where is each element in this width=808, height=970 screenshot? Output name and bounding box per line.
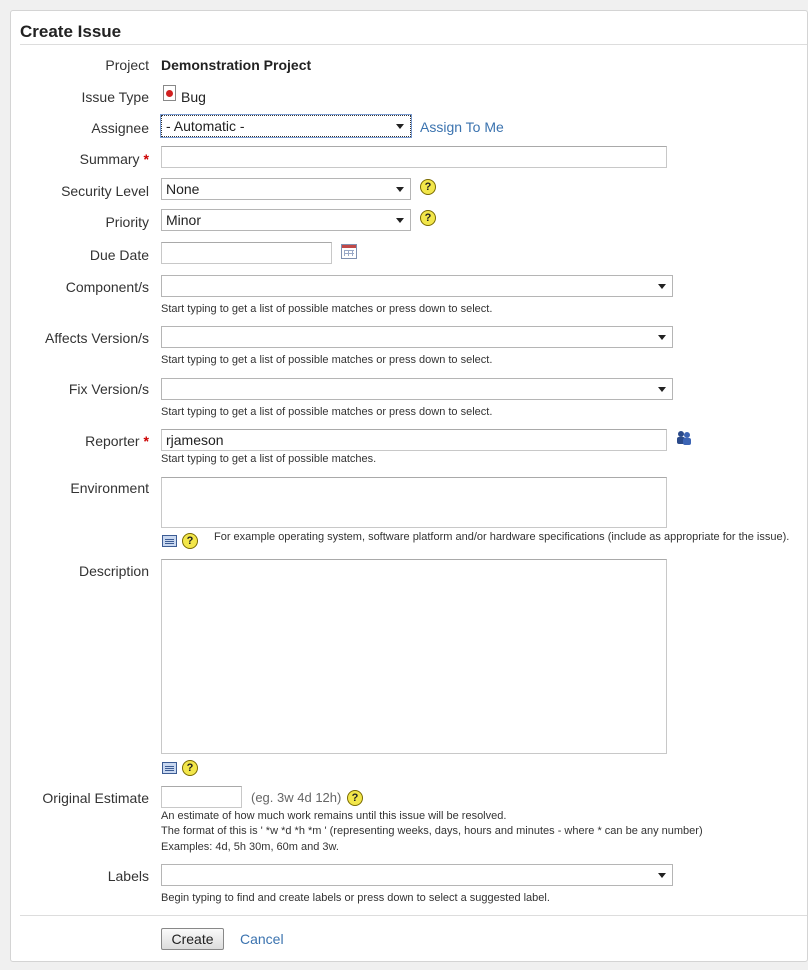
chevron-down-icon <box>658 387 666 392</box>
affects-versions-select[interactable] <box>161 326 673 348</box>
components-hint: Start typing to get a list of possible matches or press down to select. <box>161 303 493 315</box>
summary-label <box>80 151 149 167</box>
assignee-value: - Automatic - <box>166 118 245 134</box>
reporter-label-text: Reporter <box>85 433 140 449</box>
fix-versions-select[interactable] <box>161 378 673 400</box>
bug-icon <box>163 85 176 101</box>
reporter-hint: Start typing to get a list of possible matches. <box>161 453 377 465</box>
description-textarea[interactable] <box>161 559 667 754</box>
environment-label: Environment <box>70 480 149 496</box>
security-level-value: None <box>166 181 200 197</box>
calendar-icon[interactable] <box>341 244 357 259</box>
chevron-down-icon <box>658 335 666 340</box>
wiki-markup-icon[interactable] <box>162 762 177 774</box>
components-label: Component/s <box>65 279 149 295</box>
help-icon[interactable]: ? <box>182 533 198 549</box>
security-level-select[interactable] <box>161 178 411 200</box>
user-picker-icon[interactable] <box>676 430 692 446</box>
priority-select[interactable] <box>161 209 411 231</box>
issue-type-label: Issue Type <box>81 89 149 105</box>
original-estimate-label: Original Estimate <box>42 790 149 806</box>
title-divider <box>20 44 807 45</box>
help-icon[interactable]: ? <box>420 179 436 195</box>
chevron-down-icon <box>396 187 404 192</box>
reporter-input[interactable]: rjameson <box>161 429 667 451</box>
chevron-down-icon <box>396 218 404 223</box>
chevron-down-icon <box>658 284 666 289</box>
due-date-input[interactable] <box>161 242 332 264</box>
chevron-down-icon <box>396 124 404 129</box>
create-button[interactable]: Create <box>161 928 224 950</box>
components-select[interactable] <box>161 275 673 297</box>
summary-input[interactable] <box>161 146 667 168</box>
due-date-label: Due Date <box>89 247 149 263</box>
original-estimate-input[interactable] <box>161 786 242 808</box>
reporter-label <box>85 433 149 449</box>
wiki-markup-icon[interactable] <box>162 535 177 547</box>
environment-hint: For example operating system, software platform and/or hardware specifications (include as appropriate for the issue). <box>214 531 790 543</box>
help-icon[interactable]: ? <box>347 790 363 806</box>
assign-to-me-link[interactable]: Assign To Me <box>420 119 504 135</box>
project-label: Project <box>105 57 149 73</box>
security-level-label: Security Level <box>61 183 149 199</box>
create-issue-dialog <box>10 10 808 962</box>
priority-value: Minor <box>166 212 202 228</box>
fix-versions-label: Fix Version/s <box>68 381 149 397</box>
project-value: Demonstration Project <box>161 57 312 73</box>
labels-label: Labels <box>107 868 149 884</box>
fix-versions-hint: Start typing to get a list of possible matches or press down to select. <box>161 406 493 418</box>
required-marker: * <box>143 151 149 167</box>
estimate-hint-1: An estimate of how much work remains until this issue will be resolved. <box>161 810 507 822</box>
help-icon[interactable]: ? <box>182 760 198 776</box>
priority-label: Priority <box>105 214 149 230</box>
labels-hint: Begin typing to find and create labels or press down to select a suggested label. <box>161 892 550 904</box>
labels-select[interactable] <box>161 864 673 886</box>
assignee-select[interactable] <box>161 115 411 137</box>
estimate-hint-3: Examples: 4d, 5h 30m, 60m and 3w. <box>161 841 339 853</box>
dialog-title: Create Issue <box>20 22 122 41</box>
description-label: Description <box>78 563 149 579</box>
assignee-label: Assignee <box>91 120 149 136</box>
cancel-link[interactable]: Cancel <box>240 931 284 947</box>
chevron-down-icon <box>658 873 666 878</box>
help-icon[interactable]: ? <box>420 210 436 226</box>
summary-label-text: Summary <box>79 151 140 167</box>
estimate-hint-2: The format of this is ' *w *d *h *m ' (representing weeks, days, hours and minutes - where * can be any number) <box>161 825 703 837</box>
estimate-format-hint: (eg. 3w 4d 12h) <box>251 790 342 805</box>
footer-divider <box>20 915 807 916</box>
affects-versions-hint: Start typing to get a list of possible matches or press down to select. <box>161 354 493 366</box>
required-marker: * <box>143 433 149 449</box>
environment-textarea[interactable] <box>161 477 667 528</box>
issue-type-value: Bug <box>181 89 206 105</box>
affects-versions-label: Affects Version/s <box>44 330 149 346</box>
